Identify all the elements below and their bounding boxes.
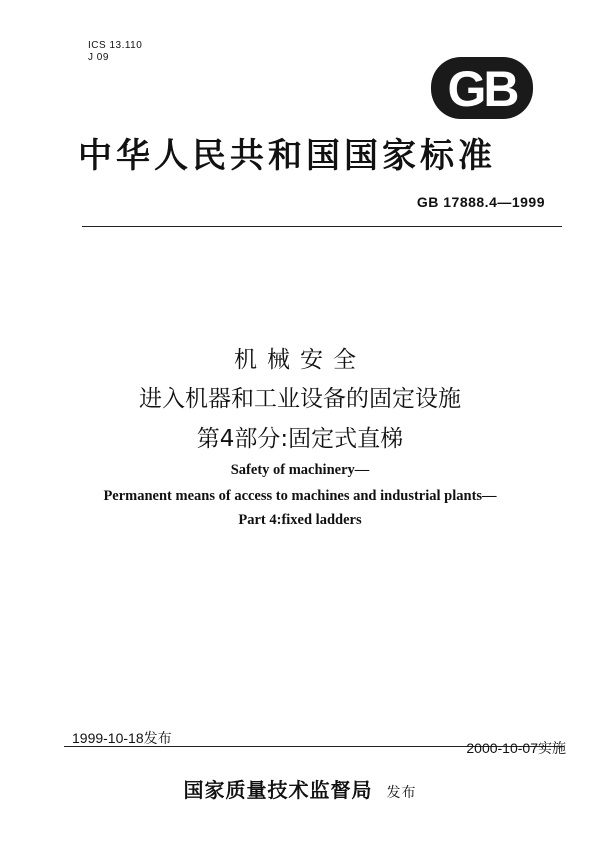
title-cn-line1: 机械安全 <box>234 347 366 373</box>
issuing-body-title: 中华人民共和国国家标准 <box>78 136 496 176</box>
title-en-line1: Safety of machinery— <box>230 462 370 478</box>
top-divider <box>82 226 562 227</box>
ccs-code: J 09 <box>88 52 109 63</box>
title-cn-line3: 第4部分:固定式直梯 <box>196 426 404 452</box>
gb-logo-text: GB <box>447 61 517 117</box>
title-en-line2: Permanent means of access to machines and industrial plants— <box>103 488 497 504</box>
publisher <box>0 774 600 803</box>
ics-code: ICS 13.110 <box>88 40 143 51</box>
title-en-line3: Part 4:fixed ladders <box>238 512 362 528</box>
publisher-suffix: 发布 <box>386 785 417 801</box>
classification-codes <box>88 40 142 64</box>
publisher-name: 国家质量技术监督局 <box>183 778 373 802</box>
issue-date: 1999-10-18发布 <box>72 730 172 746</box>
gb-logo <box>430 56 534 120</box>
title-cn-line2: 进入机器和工业设备的固定设施 <box>139 386 461 412</box>
standard-number: GB 17888.4—1999 <box>416 194 545 210</box>
implementation-date: 2000-10-07实施 <box>466 740 566 756</box>
